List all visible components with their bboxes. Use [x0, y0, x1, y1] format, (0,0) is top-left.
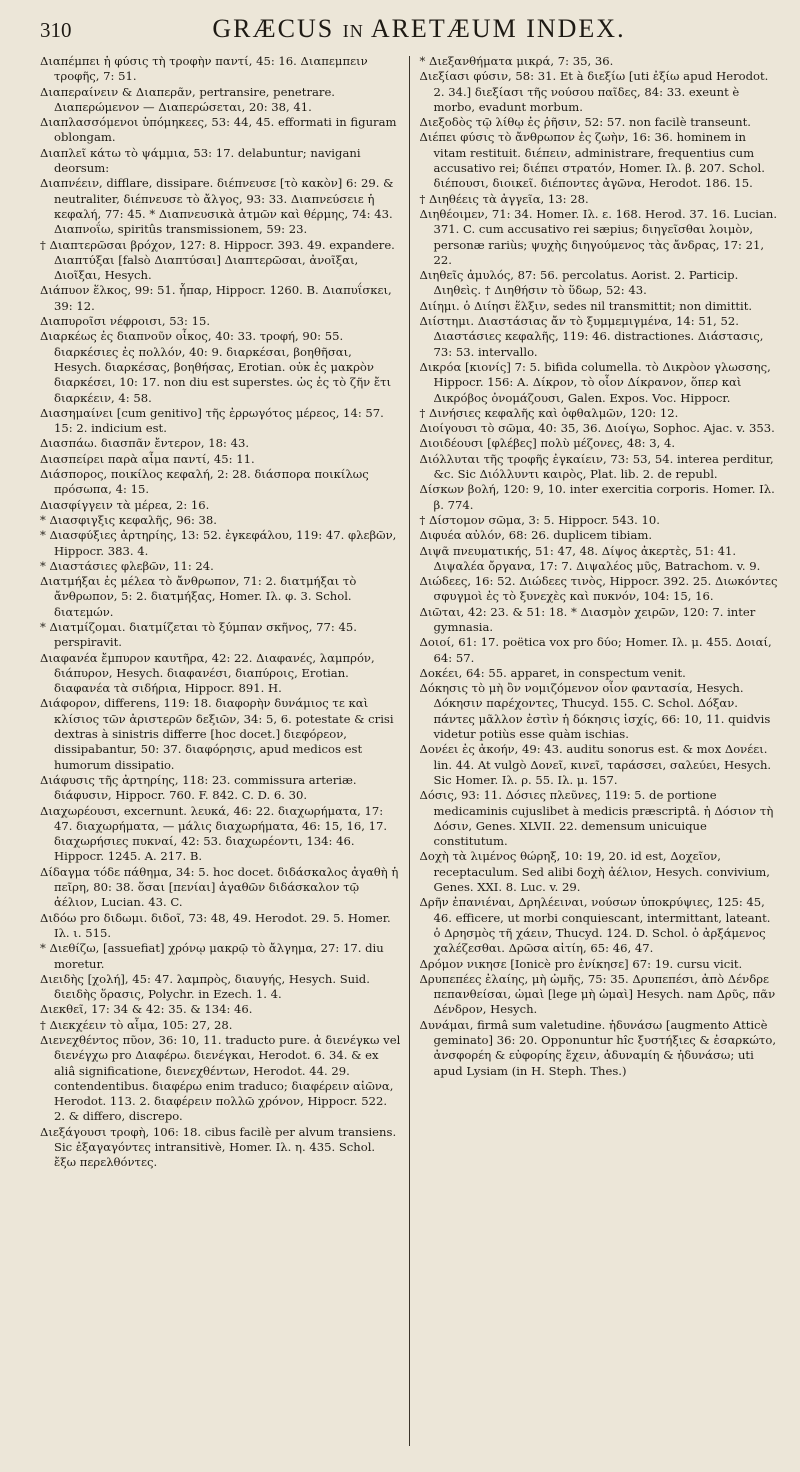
index-entry: † Διαπτερῶσαι βρόχον, 127: 8. Hippocr. 393. 49. expandere. Διαπτύξαι [falsò Διαπτύσαι] Διαπτερῶσαι, ἀνοῖξαι, Διοῖξαι, Hesych.: [40, 237, 395, 283]
index-entry: Διψᾶ πνευματικής, 51: 47, 48. Δίψος ἀκερτὲς, 51: 41. Διψαλέα ὄργανα, 17: 7. Διψαλέος μῦς, Batrachom. v. 9.: [419, 543, 761, 573]
index-entry: Διεκθεῖ, 17: 34 & 42: 35. & 134: 46.: [40, 1002, 253, 1017]
running-title: [120, 14, 778, 44]
index-entry: Διαφανέα ἔμπυρον καυτῆρα, 42: 22. Διαφανές, λαμπρόν, διάπυρον, Hesych. διαφανέσι, διαπύροις, Erotian. διαφανέα τὰ σιδήρια, Hippocr. 891. H.: [40, 650, 375, 696]
index-entry: * Διεξανθήματα μικρά, 7: 35, 36.: [419, 54, 614, 68]
index-entry: * Διεθίζω, [assuefiat] χρόνῳ μακρῷ τὸ ἄλγημα, 27: 17. diu moretur.: [40, 941, 384, 971]
index-entry: * Διατμίζομαι. διατμίζεται τὸ ξύμπαν σκῆνος, 77: 45. perspiravit.: [40, 619, 357, 650]
index-entry: Διίστημι. Διαστάσιας ἄν τὸ ξυμμεμιγμένα, 14: 51, 52. Διαστάσιες κεφαλῆς, 119: 46. distractiones. Διάστασις, 73: 53. intervallo.: [419, 314, 764, 359]
index-entry: Διασημαίνει [cum genitivo] τῆς ἐρρωγότος μέρεος, 14: 57. 15: 2. indicium est.: [40, 405, 384, 436]
index-entry: Διηθέοιμεν, 71: 34. Homer. Ιλ. ε. 168. Herod. 37. 16. Lucian. 371. C. cum accusativo rei sæpius; διηγεῖσθαι λοιμὸν, personæ rariùs; ψυχὴς διηγούμενος τὰς ἄνδρας, 17: 21, 22.: [419, 206, 778, 267]
index-entry: * Διαστάσιες φλεβῶν, 11: 24.: [40, 558, 214, 573]
index-entry: † Δίστομον σῶμα, 3: 5. Hippocr. 543. 10.: [419, 512, 660, 527]
index-entry: * Διασφιγξις κεφαλῆς, 96: 38.: [40, 512, 217, 527]
left-column: [40, 54, 409, 1446]
index-entry: * Διασφύξιες ἀρτηρίης, 13: 52. ἐγκεφάλου, 119: 47. φλεβῶν, Hippocr. 383. 4.: [40, 528, 397, 558]
index-entry: Διαπεραίνειν & Διαπερᾶν, pertransire, penetrare. Διαπερώμενον — Διαπερώσεται, 20: 38, 41.: [40, 84, 335, 114]
index-entry: Δίσκων βολή, 120: 9, 10. inter exercitia corporis. Homer. Ιλ. β. 774.: [419, 482, 775, 512]
title-in: IN: [342, 21, 364, 41]
index-entry: Διόλλυται τῆς τροφῆς ἐγκαίειν, 73: 53, 54. interea perditur, &c. Sic Διόλλυντι καιρὸς, Plat. lib. 2. de republ.: [419, 451, 774, 482]
index-entry: Διέπει φύσις τὸ ἄνθρωπον ἐς ζωὴν, 16: 36. hominem in vitam restituit. διέπειν, administrare, frequentius cum accusativo rei; διέπει στρατόν, Homer. Ιλ. β. 207. Schol. διέπουσι, διοικεῖ. διέποντες ἀγῶνα, Herodot. 186. 15.: [419, 130, 765, 191]
index-entry: Διδόω pro διδωμι. διδοῖ, 73: 48, 49. Herodot. 29. 5. Homer. Ιλ. ι. 515.: [40, 910, 391, 940]
index-entry: Διάπυον ἕλκος, 99: 51. ἧπαρ, Hippocr. 1260. B. Διαπυΐσκει, 39: 12.: [40, 283, 392, 313]
index-entry: Διασφίγγειν τὰ μέρεα, 2: 16.: [40, 497, 210, 512]
index-entry: Διεξοδὸς τῷ λίθῳ ἐς ῥῆσιν, 52: 57. non facilè transeunt.: [419, 115, 751, 130]
right-column: [410, 54, 779, 1446]
index-entry: Δρόμον νικησε [Ionicè pro ἐνίκησε] 67: 19. cursu vicit.: [419, 956, 743, 971]
index-entry: Διασπείρει παρὰ αἷμα παντί, 45: 11.: [40, 451, 255, 466]
title-part-1: GRÆCUS: [212, 14, 335, 43]
index-entry: Διώδεες, 16: 52. Διώδεες τινὸς, Hippocr. 392. 25. Διωκόντες σφυγμοὶ ἐς τὸ ξυνεχὲς καὶ πυκνόν, 104: 15, 16.: [419, 574, 778, 604]
index-entry: Διφυέα αὐλόν, 68: 26. duplicem tibiam.: [419, 528, 653, 543]
index-entry: Δοιοί, 61: 17. poëtica vox pro δύο; Homer. Ιλ. μ. 455. Δοιαί, 64: 57.: [419, 635, 772, 665]
index-entry: Διηθεῖς ἀμυλός, 87: 56. percolatus. Aorist. 2. Particip. Διηθεὶς. † Διηθήσιν τὸ ὕδωρ, 52: 43.: [419, 268, 739, 298]
index-entry: Διεξάγουσι τροφὴ, 106: 18. cibus facilè per alvum transiens. Sic ἐξαγαγόντες intransitivè, Homer. Ιλ. η. 435. Schol. ἔξω περελθόντες.: [40, 1124, 397, 1170]
page-number: 310: [40, 18, 72, 42]
index-entry: Διαπυροῖσι νέφροισι, 53: 15.: [40, 314, 211, 329]
index-entry: Διοιδέουσι [φλέβες] πολὺ μέζονες, 48: 3, 4.: [419, 436, 676, 451]
index-entry: Διαπνέειν, difflare, dissipare. διέπνευσε [τὸ κακὸν] 6: 29. & neutraliter, διέπνευσε τὸ ἄλγος, 93: 33. Διαπνεύσειε ἡ κεφαλή, 77: 45. * Διαπνευσικὰ ἀτμῶν καὶ θέρμης, 74: 43. Διαπνοΐω, spiritûs transmissionem, 59: 23.: [40, 176, 394, 237]
two-column-body: [40, 54, 778, 1446]
index-entry: Διειδὴς [χολή], 45: 47. λαμπρὸς, διαυγής, Hesych. Suid. διειδὴς ὅρασις, Polychr. in Ezech. 1. 4.: [40, 971, 370, 1002]
index-entry: Δοκέει, 64: 55. apparet, in conspectum venit.: [419, 665, 686, 680]
index-entry: Δόσις, 93: 11. Δόσιες πλεῦνες, 119: 5. de portione medicaminis cujuslibet à medicis præscriptâ. ἡ Δόσιον τὴ Δόσιν, Genes. XLVII. 22. demensum unicuique constitutum.: [419, 788, 774, 849]
index-entry: Διίημι. ὁ Διίησι ἕλξιν, sedes nil transmittit; non dimittit.: [419, 298, 753, 313]
index-entry: Διάσπορος, ποικίλος κεφαλή, 2: 28. διάσπορα ποικίλως πρόσωπα, 4: 15.: [40, 467, 369, 497]
index-entry: Διενεχθέντος πῦον, 36: 10, 11. traducto pure. ἀ διενέγκω vel διενέγχω pro Διαφέρω. διενέγκαι, Herodot. 6. 34. & ex aliâ significatione, διενεχθέντων, Herodot. 44. 29. contendentibus. διαφέρω enim traduco; διαφέρειν αἰῶνα, Herodot. 113. 2. διαφέρειν πολλῶ χρόνον, Hippocr. 522. 2. & differo, discrepo.: [40, 1033, 401, 1124]
index-entry: Διάφορον, differens, 119: 18. διαφορὴν δυνάμιος τε καὶ κλίσιος τῶν ἀριστερῶν δεξιῶν, 34: 5, 6. potestate & crisi dextras à sinistris differre [hoc docet.] διεφόρεον, dissipabantur, 50: 37. διαφόρησις, apud medicos est humorum dissipatio.: [40, 696, 394, 772]
index-entry: Δίδαγμα τόδε πάθημα, 34: 5. hoc docet. διδάσκαλος ἀγαθὴ ἡ πεῖρη, 80: 38. ὅσαι [πενίαι] ἀγαθῶν διδάσκαλον τῷ ἀέλιον, Lucian. 43. C.: [40, 864, 399, 910]
index-entry: Διαπλασσόμενοι ὑπόμηκεες, 53: 44, 45. efformati in figuram oblongam.: [40, 115, 397, 145]
index-entry: † Διεκχέειν τὸ αἷμα, 105: 27, 28.: [40, 1017, 233, 1032]
index-entry: † Διηθέεις τὰ ἀγγεῖα, 13: 28.: [419, 191, 589, 206]
index-entry: † Δινήσιες κεφαλῆς καὶ ὀφθαλμῶν, 120: 12.: [419, 405, 679, 420]
index-entry: Δρῆν ἐπανιέναι, Δρηλέειναι, νούσων ὑποκρύψιες, 125: 45, 46. efficere, ut morbi conquiescant, intermittant, lateant. ὁ Δρησμὸς τῆ χάειν, Thucyd. 124. D. Schol. ὁ ἀρξάμενος χαλέζεσθαι. Δρῶσα αἰτίη, 65: 46, 47.: [419, 895, 771, 956]
index-entry: Δυνάμαι, firmâ sum valetudine. ἠδυνάσω [augmento Atticè geminato] 36: 20. Opponuntur hîc ξυστήξιες & ἐσαρκώτο, ἀνσφορέη & εὐφορίης ἔχειν, ἀδυναμίη & ἠδυνάσω; uti apud Lysiam (in H. Steph. Thes.): [419, 1017, 777, 1078]
index-entry: Διαπλεῖ κάτω τὸ ψάμμια, 53: 17. delabuntur; navigani deorsum:: [40, 145, 361, 176]
index-entry: Διασπάω. διασπᾶν ἔντερον, 18: 43.: [40, 436, 250, 451]
index-entry: Διαχωρέουσι, excernunt. λευκά, 46: 22. διαχωρήματα, 17: 47. διαχωρήματα, — μάλις διαχωρήματα, 46: 15, 16, 17. διαχωρήσιες πυκναί, 42: 53. διαχωρέοντι, 134: 46. Hippocr. 1245. A. 217. B.: [40, 803, 388, 864]
index-entry: Δόκησις τὸ μὴ ὂν νομιζόμενον οἷον φαντασία, Hesych. Δόκησιν παρέχοντες, Thucyd. 155. C. Schol. Δόξαν. πάντες μᾶλλον ἐστὶν ἡ δόκησις ἰσχίς, 66: 10, 11. quidvis videtur potiùs esse quàm ischias.: [419, 681, 771, 742]
index-entry: Δοχὴ τὰ λιμένος θώρηξ, 10: 19, 20. id est, Δοχεῖον, receptaculum. Sed alibi δοχὴ ἀέλιον, Hesych. convivium, Genes. XXI. 8. Luc. v. 29.: [419, 849, 770, 895]
index-entry: Διάφυσις τῆς ἀρτηρίης, 118: 23. commissura arteriæ. διάφυσιν, Hippocr. 760. F. 842. C. D. 6. 30.: [40, 772, 357, 803]
index-entry: Διαπέμπει ἡ φύσις τὴ τροφὴν παντί, 45: 16. Διαπεμπειν τροφῆς, 7: 51.: [40, 54, 368, 84]
index-entry: Διεξίασι φύσιν, 58: 31. Et à διεξίω [uti ἐξίω apud Herodot. 2. 34.] διεξίασι τῆς νούσου παῖδες, 84: 33. exeunt è morbo, evadunt morbum.: [419, 69, 769, 114]
index-entry: Διαρκέως ἐς διαπνοῦν οἶκος, 40: 33. τροφή, 90: 55. διαρκέσιες ἐς πολλόν, 40: 9. διαρκέσαι, βοηθῆσαι, Hesych. διαρκέσας, βοηθήσας, Erotian. οὐκ ἐς μακρὸν διαρκέσει, 10: 17. non diu est superstes. ὡς ἐς τὸ ζῆν ἔτι διαρκέειν, 4: 58.: [40, 329, 392, 405]
index-entry: Διατμήξαι ἐς μέλεα τὸ ἄνθρωπον, 71: 2. διατμήξαι τὸ ἄνθρωπον, 5: 2. διατμήξας, Homer. Ιλ. φ. 3. Schol. διατεμών.: [40, 574, 357, 619]
index-entry: Δικρόα [κιονίς] 7: 5. bifida columella. τὸ Δικρὸον γλωσσης, Hippocr. 156: A. Δίκρον, τὸ οἷον Δίκρανον, ὅπερ καὶ Δικρόβος ὀνομάζουσι, Galen. Expos. Voc. Hippocr.: [419, 359, 771, 405]
index-entry: Διῶται, 42: 23. & 51: 18. * Διασμὸν χειρῶν, 120: 7. inter gymnasia.: [419, 604, 756, 634]
title-part-2: ARETÆUM INDEX.: [370, 14, 626, 43]
index-entry: Δονέει ἐς ἀκοήν, 49: 43. auditu sonorus est. & mox Δονέει. lin. 44. At vulgò Δονεῖ, κινεῖ, ταράσσει, σαλεύει, Hesych. Sic Homer. Ιλ. ρ. 55. Ιλ. μ. 157.: [419, 742, 772, 787]
page-header: [40, 14, 778, 54]
index-entry: Διοίγουσι τὸ σῶμα, 40: 35, 36. Διοίγω, Sophoc. Ajac. v. 353.: [419, 421, 775, 436]
index-entry: Δρυπεπέες ἐλαίης, μὴ ὠμῆς, 75: 35. Δρυπεπέσι, ἀπὸ Δένδρε πεπανθείσαι, ὠμαὶ [lege μὴ ὠμαὶ] Hesych. nam Δρῦς, πᾶν Δένδρον, Hesych.: [419, 971, 776, 1017]
